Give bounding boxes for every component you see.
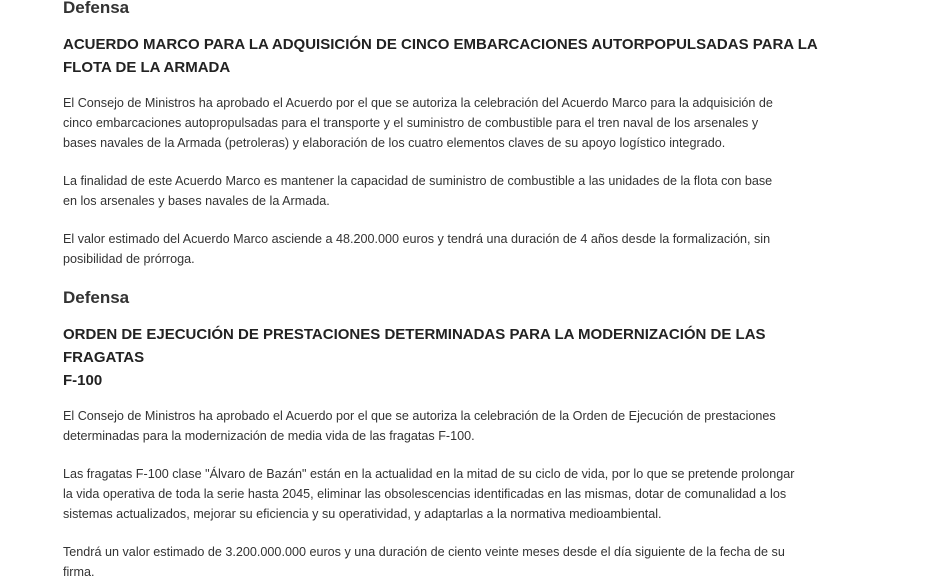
paragraph-line: Tendrá un valor estimado de 3.200.000.000 euros y una duración de ciento veinte meses desde el día siguiente de la fecha de su: [63, 545, 785, 559]
item-title: [63, 323, 838, 392]
paragraph: [63, 464, 838, 524]
paragraph-line: El Consejo de Ministros ha aprobado el Acuerdo por el que se autoriza la celebración de la Orden de Ejecución de prestaciones: [63, 409, 776, 423]
paragraph-line: posibilidad de prórroga.: [63, 252, 195, 266]
paragraph-line: cinco embarcaciones autopropulsadas para el transporte y el suministro de combustible para el tren naval de los arsenales y: [63, 116, 759, 130]
paragraph: [63, 171, 838, 211]
section-heading: Defensa: [63, 288, 130, 307]
document-content: [63, 0, 838, 582]
section-defensa-2: [63, 287, 838, 582]
section-defensa-1: [63, 0, 838, 269]
paragraph-line: El valor estimado del Acuerdo Marco asciende a 48.200.000 euros y tendrá una duración de 4 años desde la formalización, sin: [63, 232, 771, 246]
paragraph-line: bases navales de la Armada (petroleras) y elaboración de los cuatro elementos claves de su apoyo logístico integrado.: [63, 136, 726, 150]
paragraph-line: El Consejo de Ministros ha aprobado el Acuerdo por el que se autoriza la celebración del Acuerdo Marco para la adquisición de: [63, 96, 773, 110]
paragraph-line: La finalidad de este Acuerdo Marco es mantener la capacidad de suministro de combustible a las unidades de la flota con base: [63, 174, 773, 188]
paragraph: [63, 406, 838, 446]
paragraph-line: Las fragatas F-100 clase "Álvaro de Bazán" están en la actualidad en la mitad de su ciclo de vida, por lo que se pretende prolongar: [63, 467, 795, 481]
paragraph-line: determinadas para la modernización de media vida de las fragatas F-100.: [63, 429, 475, 443]
section-heading: Defensa: [63, 0, 130, 17]
paragraph-line: la vida operativa de toda la serie hasta 2045, eliminar las obsolescencias identificadas en las mismas, dotar de comunalidad a los: [63, 487, 787, 501]
item-title: [63, 33, 838, 79]
paragraph-line: sistemas actualizados, mejorar su eficiencia y su operatividad, y adaptarlas a la normativa medioambiental.: [63, 507, 662, 521]
paragraph: [63, 229, 838, 269]
item-title-line: ORDEN DE EJECUCIÓN DE PRESTACIONES DETERMINADAS PARA LA MODERNIZACIÓN DE LAS FRAGATAS: [63, 326, 766, 366]
item-title-line: FLOTA DE LA ARMADA: [63, 59, 231, 76]
paragraph-line: firma.: [63, 565, 95, 579]
paragraph: [63, 93, 838, 153]
paragraph: [63, 542, 838, 582]
item-title-line: F-100: [63, 372, 103, 389]
item-title-line: ACUERDO MARCO PARA LA ADQUISICIÓN DE CINCO EMBARCACIONES AUTORPOPULSADAS PARA LA: [63, 36, 818, 53]
paragraph-line: en los arsenales y bases navales de la Armada.: [63, 194, 330, 208]
